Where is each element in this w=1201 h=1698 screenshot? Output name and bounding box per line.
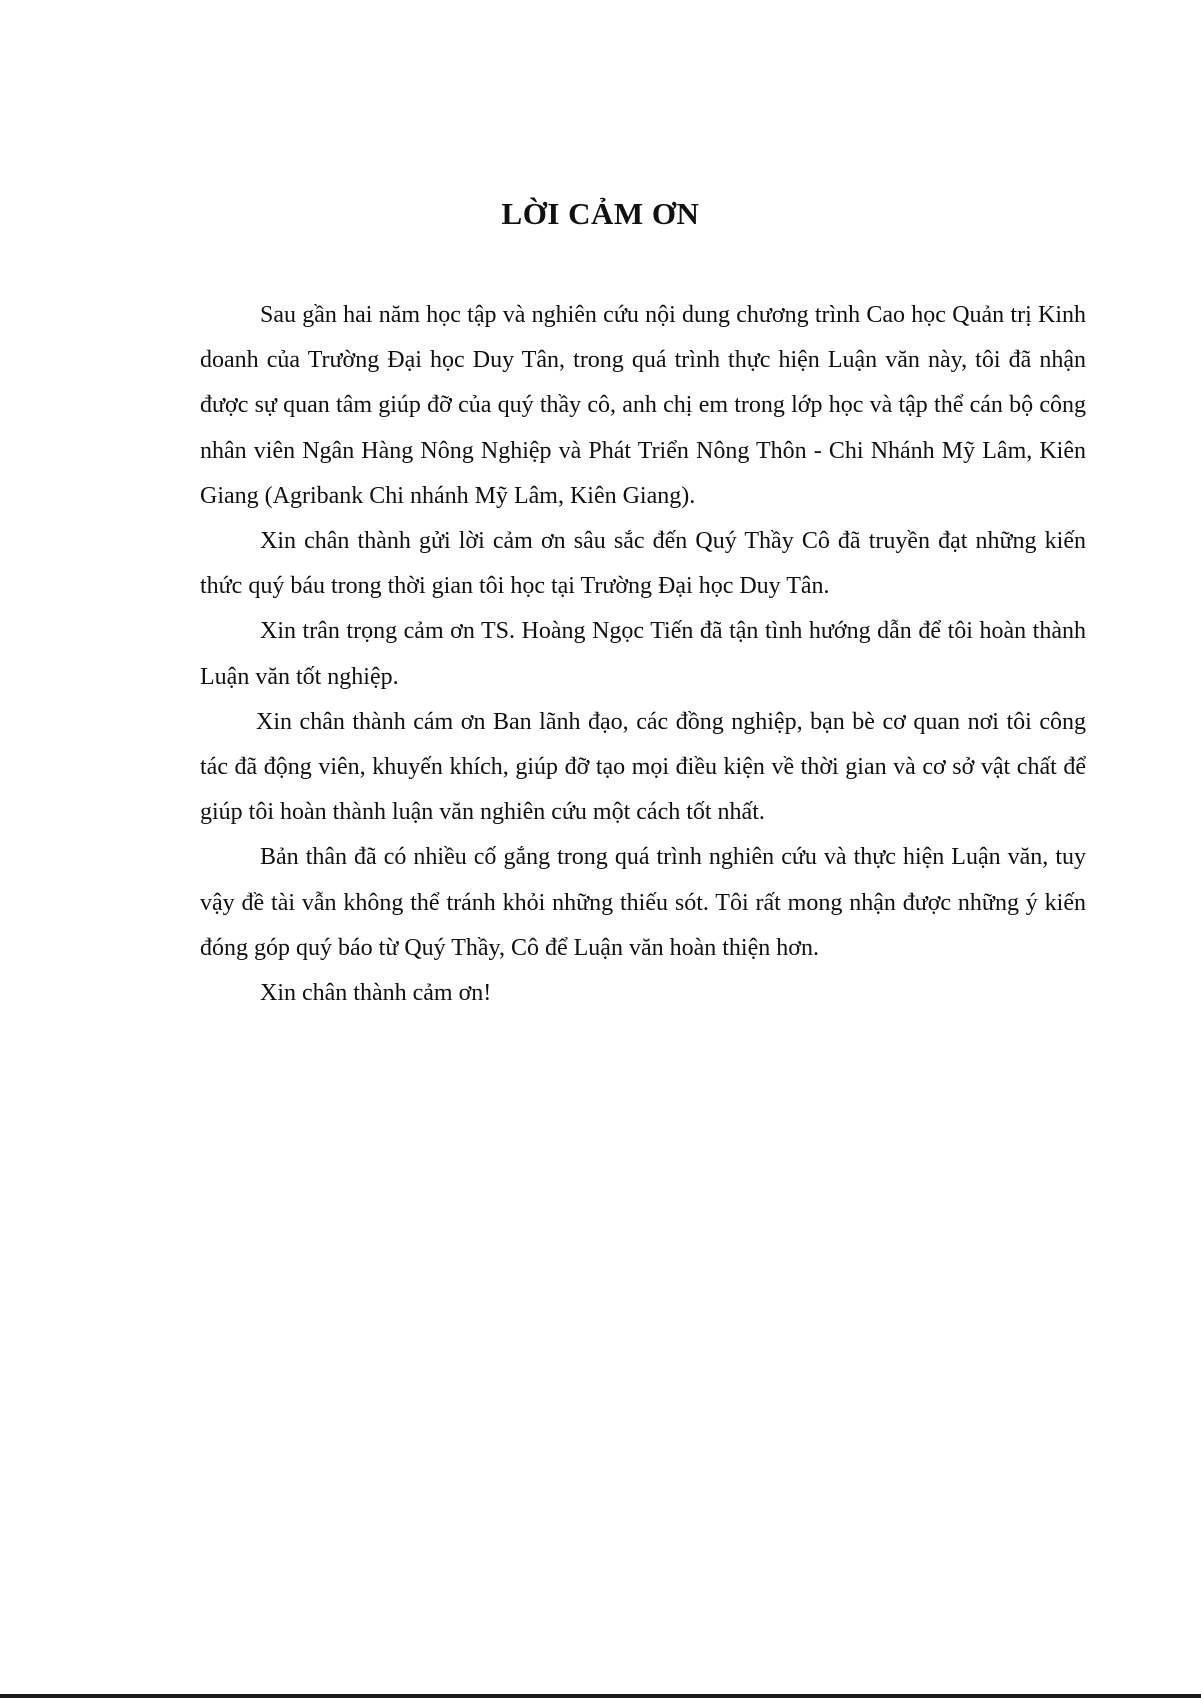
paragraph-5: Bản thân đã có nhiều cố gắng trong quá trình nghiên cứu và thực hiện Luận văn, tuy vậy đề tài vẫn không thể tránh khỏi những thiếu sót. Tôi rất mong nhận được những ý kiến đóng góp quý báo từ Quý Thầy, Cô để Luận văn hoàn thiện hơn. (200, 844, 1086, 961)
paragraph-4: Xin chân thành cám ơn Ban lãnh đạo, các đồng nghiệp, bạn bè cơ quan nơi tôi công tác đã động viên, khuyến khích, giúp đỡ tạo mọi điều kiện về thời gian và cơ sở vật chất để giúp tôi hoàn thành luận văn nghiên cứu một cách tốt nhất. (200, 708, 1086, 826)
page-title: LỜI CẢM ƠN (501, 196, 700, 231)
paragraph-6: Xin chân thành cảm ơn! (260, 980, 492, 1007)
paragraph-1: Sau gần hai năm học tập và nghiên cứu nội dung chương trình Cao học Quản trị Kinh doanh của Trường Đại học Duy Tân, trong quá trình thực hiện Luận văn này, tôi đã nhận được sự quan tâm giúp đỡ của quý thầy cô, anh chị em trong lớp học và tập thể cán bộ công nhân viên Ngân Hàng Nông Nghiệp và Phát Triển Nông Thôn - Chi Nhánh Mỹ Lâm, Kiên Giang (Agribank Chi nhánh Mỹ Lâm, Kiên Giang). (200, 302, 1086, 509)
acknowledgement-body (200, 293, 1086, 1016)
paragraph-2: Xin chân thành gửi lời cảm ơn sâu sắc đến Quý Thầy Cô đã truyền đạt những kiến thức quý báu trong thời gian tôi học tại Trường Đại học Duy Tân. (200, 528, 1086, 600)
page-bottom-edge (0, 1694, 1201, 1698)
paragraph-3: Xin trân trọng cảm ơn TS. Hoàng Ngọc Tiến đã tận tình hướng dẫn để tôi hoàn thành Luận văn tốt nghiệp. (200, 618, 1086, 690)
